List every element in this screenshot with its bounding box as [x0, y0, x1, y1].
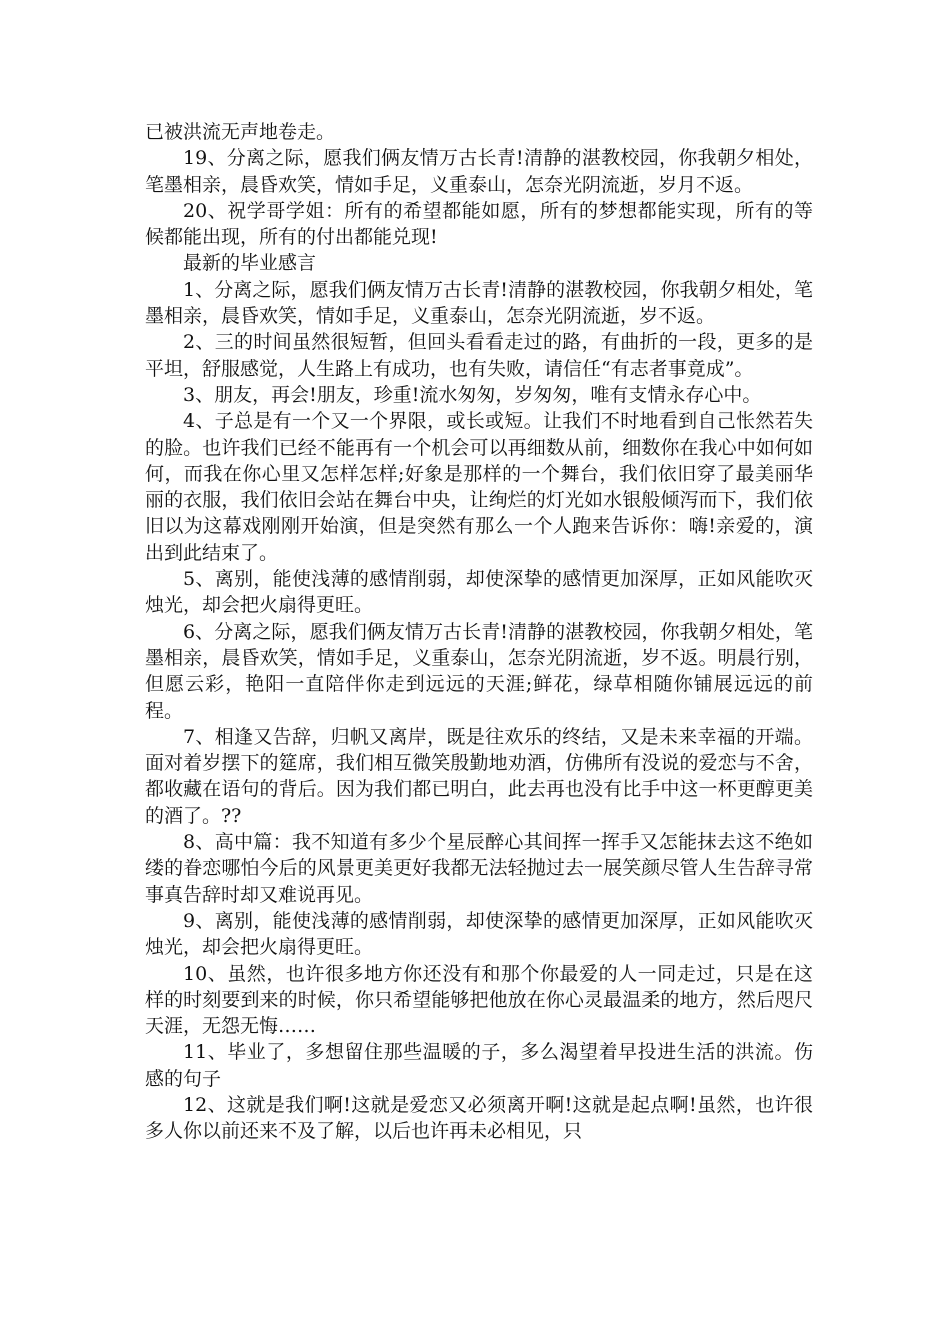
paragraph-19: 19、分离之际，愿我们俩友情万古长青!清静的湛教校园，你我朝夕相处，笔墨相亲，晨昏欢笑，情如手足，义重泰山，怎奈光阴流逝，岁月不返。 [145, 147, 813, 196]
paragraph-1: 1、分离之际，愿我们俩友情万古长青!清静的湛教校园，你我朝夕相处，笔墨相亲，晨昏欢笑，情如手足，义重泰山，怎奈光阴流逝，岁不返。 [145, 278, 813, 328]
section-heading: 最新的毕业感言 [183, 252, 317, 275]
paragraph-7: 7、相逢又告辞，归帆又离岸，既是往欢乐的终结，又是未来幸福的开端。面对着岁摆下的筵席，我们相互微笑殷勤地劝酒，仿佛所有没说的爱恋与不舍，都收藏在语句的背后。因为我们都已明白，此去再也没有比手中这一杯更醇更美的酒了。?? [145, 725, 813, 827]
paragraph-9: 9、离别，能使浅薄的感情削弱，却使深挚的感情更加深厚，正如风能吹灭烛光，却会把火扇得更旺。 [145, 909, 813, 959]
paragraph-12: 12、这就是我们啊!这就是爱恋又必须离开啊!这就是起点啊!虽然，也许很多人你以前还来不及了解，以后也许再未必相见，只 [145, 1093, 813, 1143]
paragraph-3: 3、朋友，再会!朋友，珍重!流水匆匆，岁匆匆，唯有支情永存心中。 [183, 383, 762, 406]
paragraph-10: 10、虽然，也许很多地方你还没有和那个你最爱的人一同走过，只是在这样的时刻要到来的时候，你只希望能够把他放在你心灵最温柔的地方，然后咫尺天涯，无怨无悔…… [145, 962, 813, 1038]
paragraph-6: 6、分离之际，愿我们俩友情万古长青!清静的湛教校园，你我朝夕相处，笔墨相亲，晨昏欢笑，情如手足，义重泰山，怎奈光阴流逝，岁不返。明晨行别，但愿云彩，艳阳一直陪伴你走到远远的天涯;鲜花，绿草相随你铺展远远的前程。 [145, 620, 813, 722]
paragraph-20: 20、祝学哥学姐：所有的希望都能如愿，所有的梦想都能实现，所有的等候都能出现，所有的付出都能兑现! [145, 199, 813, 249]
document-body [145, 119, 813, 1145]
paragraph-4: 4、子总是有一个又一个界限，或长或短。让我们不时地看到自己怅然若失的脸。也许我们已经不能再有一个机会可以再细数从前，细数你在我心中如何如何，而我在你心里又怎样怎样;好象是那样的一个舞台，我们依旧穿了最美丽华丽的衣服，我们依旧会站在舞台中央，让绚烂的灯光如水银般倾泻而下，我们依旧以为这幕戏刚刚开始演，但是突然有那么一个人跑来告诉你：嗨!亲爱的，演出到此结束了。 [145, 410, 813, 564]
paragraph-5: 5、离别，能使浅薄的感情削弱，却使深挚的感情更加深厚，正如风能吹灭烛光，却会把火扇得更旺。 [145, 568, 813, 617]
paragraph-continuation: 已被洪流无声地卷走。 [145, 121, 336, 143]
paragraph-8: 8、高中篇：我不知道有多少个星辰醉心其间挥一挥手又怎能抹去这不绝如缕的眷恋哪怕今后的风景更美更好我都无法轻抛过去一展笑颜尽管人生告辞寻常事真告辞时却又难说再见。 [145, 831, 813, 906]
paragraph-2: 2、三的时间虽然很短暂，但回头看看走过的路，有曲折的一段，更多的是平坦，舒服感觉，人生路上有成功，也有失败，请信任“有志者事竟成”。 [145, 331, 813, 380]
paragraph-11: 11、毕业了，多想留住那些温暖的子，多么渴望着早投进生活的洪流。伤感的句子 [145, 1041, 813, 1090]
